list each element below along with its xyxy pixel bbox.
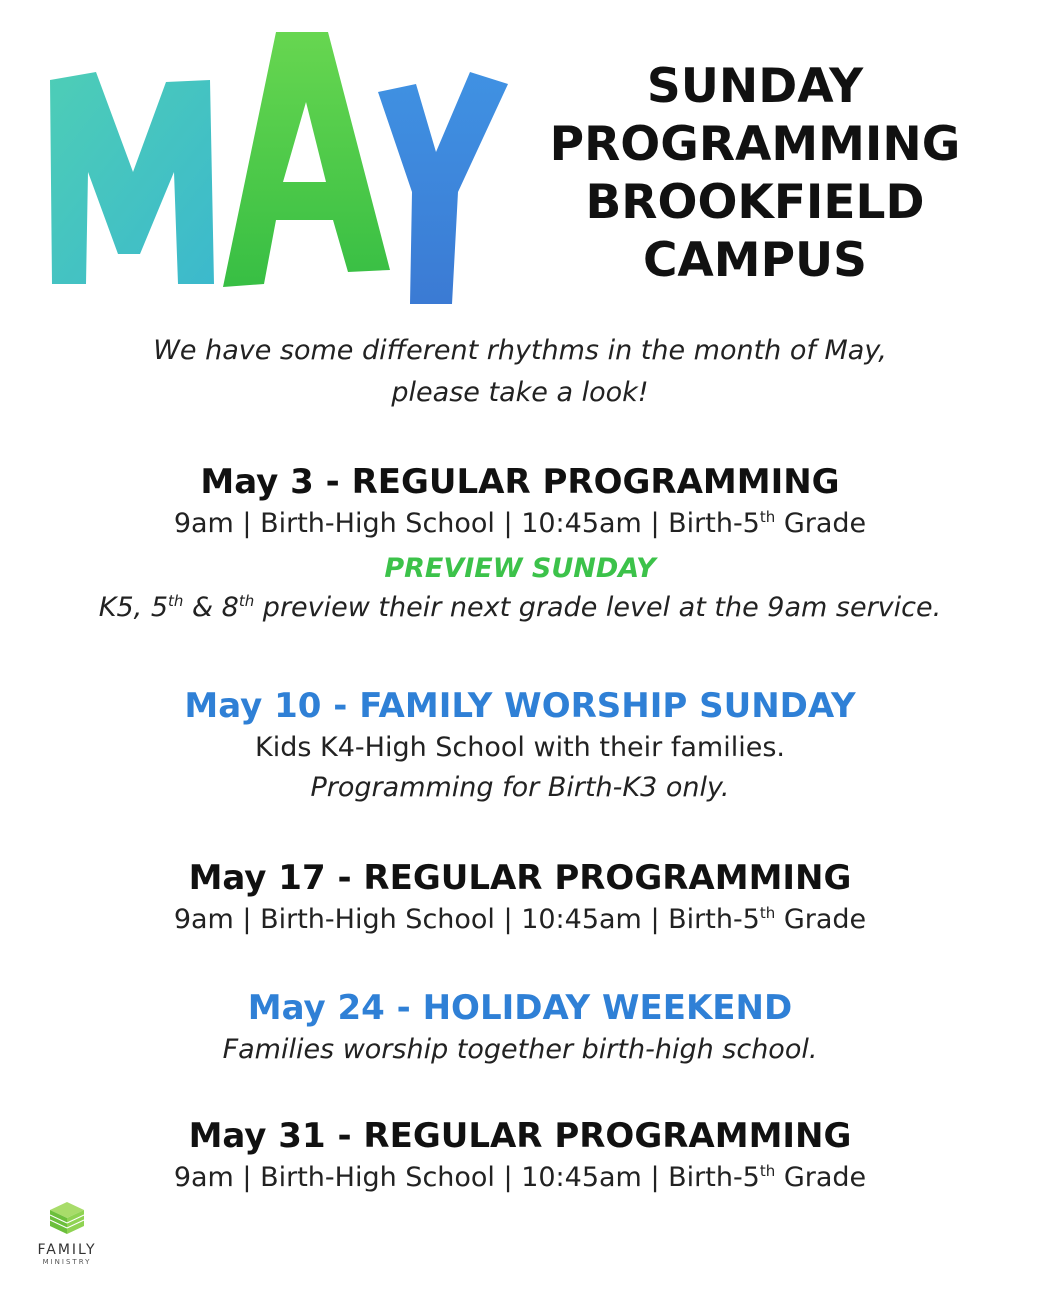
letter-m-shape [50,72,214,284]
event-may-10 [0,684,1040,808]
intro-line-2: please take a look! [391,377,649,408]
event-title: May 24 - HOLIDAY WEEKEND [247,988,793,1028]
family-ministry-logo [30,1200,104,1267]
event-times: 9am | Birth-High School | 10:45am | Birth-5th Grade [173,508,867,539]
logo-word: FAMILY [37,1242,97,1258]
event-line: Kids K4-High School with their families. [255,732,785,763]
cube-icon [47,1200,87,1236]
intro-line-1: We have some different rhythms in the month of May, [153,335,887,366]
intro-text [0,330,1040,414]
event-may-3 [0,460,1040,628]
event-title: May 31 - REGULAR PROGRAMMING [188,1116,852,1156]
preview-sunday-label: PREVIEW SUNDAY [384,553,656,584]
event-line: Families worship together birth-high school. [222,1034,818,1065]
event-may-24 [0,986,1040,1070]
event-may-17 [0,856,1040,940]
preview-description: K5, 5th & 8th preview their next grade level at the 9am service. [98,592,942,623]
may-watercolor-logo [38,22,508,312]
event-line: Programming for Birth-K3 only. [310,772,730,803]
event-may-31 [0,1114,1040,1198]
event-times: 9am | Birth-High School | 10:45am | Birth-5th Grade [173,904,867,935]
page-title [510,58,1000,290]
title-line: CAMPUS [642,233,868,288]
letter-y-shape [378,72,508,304]
title-line: BROOKFIELD [585,175,925,230]
event-title: May 3 - REGULAR PROGRAMMING [200,462,840,502]
logo-sub: MINISTRY [42,1258,92,1266]
title-line: PROGRAMMING [549,117,961,172]
letter-a-shape [223,32,390,287]
event-title: May 17 - REGULAR PROGRAMMING [188,858,852,898]
event-title: May 10 - FAMILY WORSHIP SUNDAY [184,686,856,726]
title-line: SUNDAY [646,59,864,114]
event-times: 9am | Birth-High School | 10:45am | Birth-5th Grade [173,1162,867,1193]
